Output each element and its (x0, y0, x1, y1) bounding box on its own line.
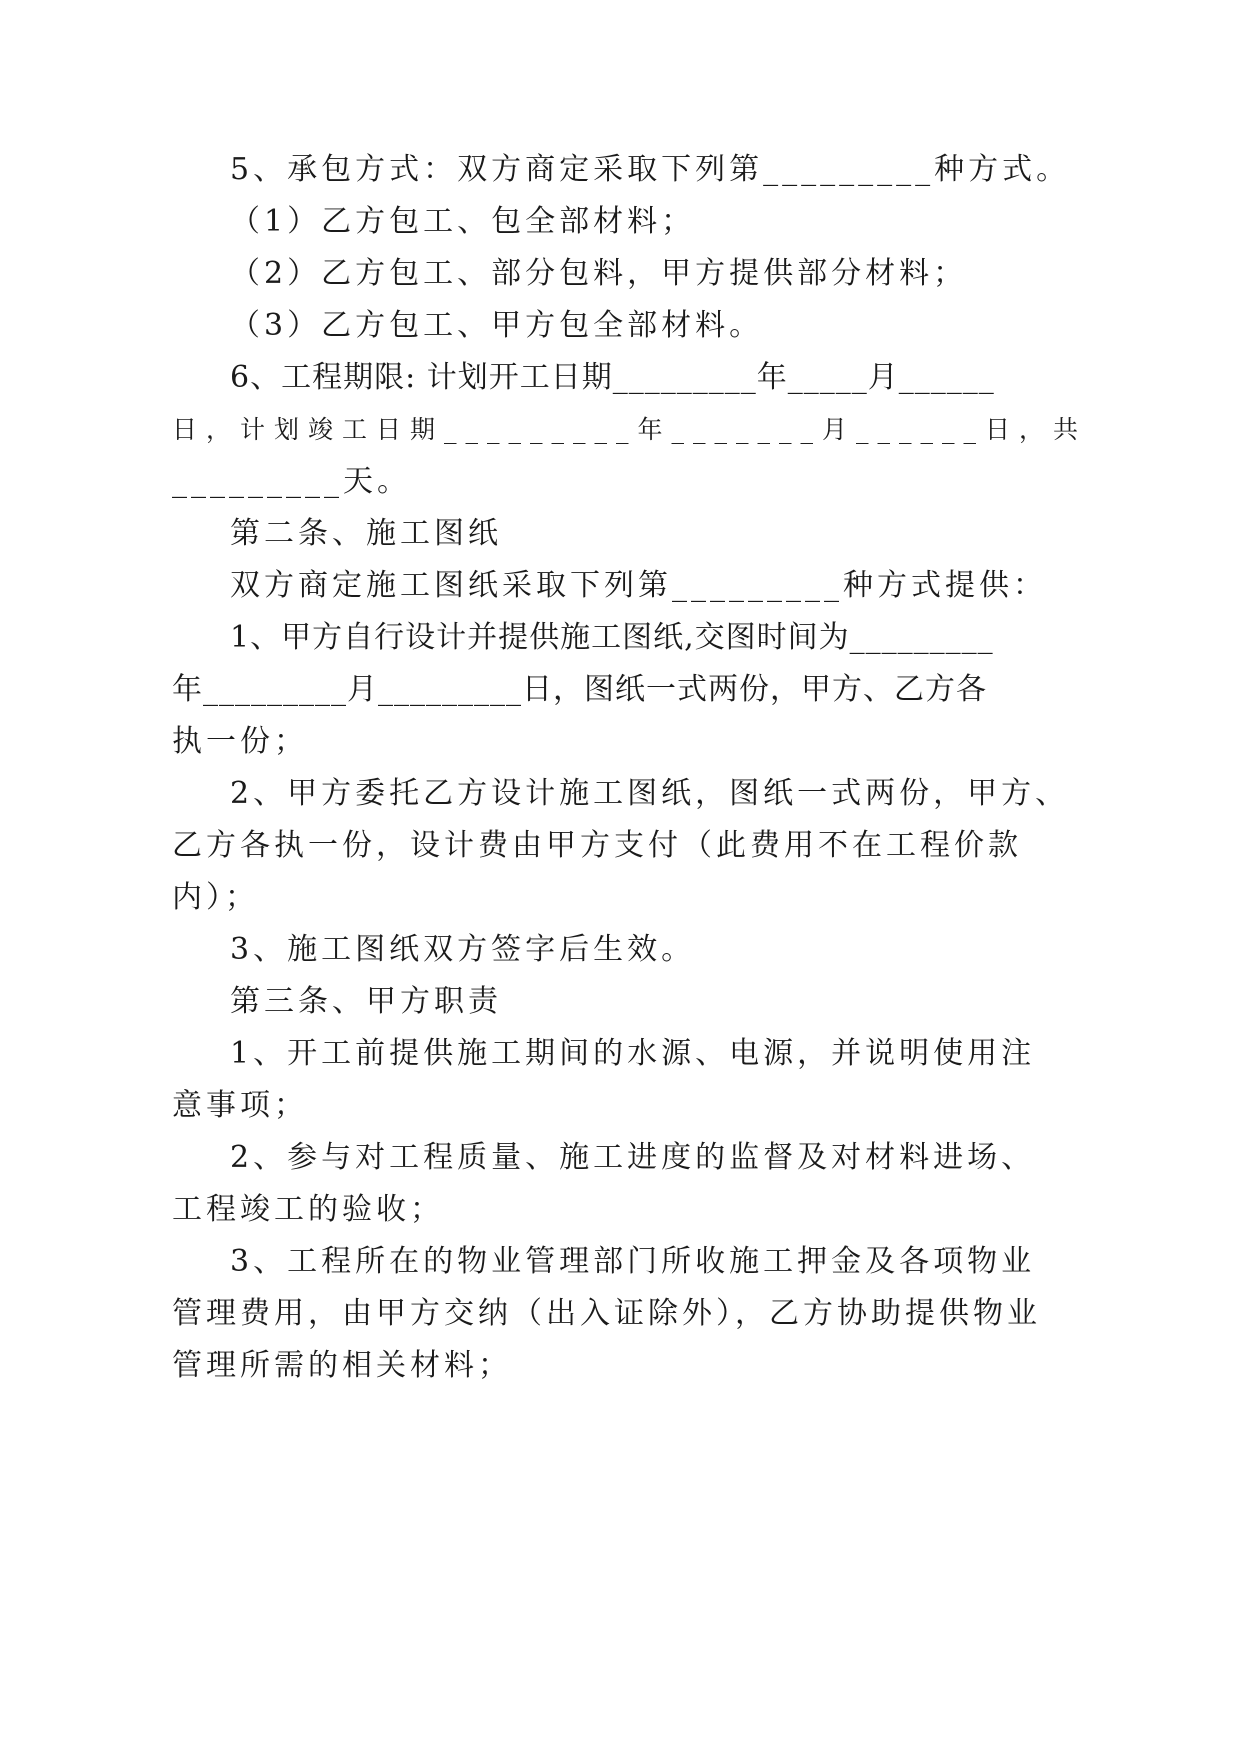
article-2-intro: 双方商定施工图纸采取下列第_________种方式提供： (230, 568, 1047, 603)
article-3-heading: 第三条、甲方职责 (230, 984, 502, 1019)
article-2-item-2-line-1: 2、甲方委托乙方设计施工图纸，图纸一式两份，甲方、 (230, 776, 1070, 811)
clause-5-contract-method: 5、承包方式：双方商定采取下列第_________种方式。 (230, 152, 1071, 187)
article-3-item-2-line-1: 2、参与对工程质量、施工进度的监督及对材料进场、 (230, 1140, 1036, 1175)
clause-5-option-3: （3）乙方包工、甲方包全部材料。 (230, 308, 764, 343)
article-3-item-3-line-2: 管理费用，由甲方交纳（出入证除外），乙方协助提供物业 (172, 1296, 1041, 1331)
article-2-heading: 第二条、施工图纸 (230, 516, 502, 551)
clause-5-option-1: （1）乙方包工、包全部材料； (230, 204, 696, 239)
article-2-item-1-line-2: 年_________月_________日，图纸一式两份，甲方、乙方各 (172, 672, 987, 707)
article-2-item-2-line-3: 内）； (172, 880, 259, 915)
article-2-item-1-line-1: 1、甲方自行设计并提供施工图纸,交图时间为_________ (230, 620, 994, 655)
article-3-item-3-line-1: 3、工程所在的物业管理部门所收施工押金及各项物业 (230, 1244, 1036, 1279)
article-2-item-2-line-2: 乙方各执一份，设计费由甲方支付（此费用不在工程价款 (172, 828, 1022, 863)
clause-6-period-line-3: _________天。 (172, 464, 411, 499)
article-3-item-1-line-1: 1、开工前提供施工期间的水源、电源，并说明使用注 (230, 1036, 1036, 1071)
clause-6-period-line-1: 6、工程期限: 计划开工日期_________年_____月______ (230, 360, 995, 395)
clause-6-period-line-2: 日，计划竣工日期_________年_______月______日，共 (172, 415, 1088, 444)
article-3-item-3-line-3: 管理所需的相关材料； (172, 1348, 512, 1383)
article-2-item-3: 3、施工图纸双方签字后生效。 (230, 932, 696, 967)
article-3-item-1-line-2: 意事项； (172, 1088, 308, 1123)
article-3-item-2-line-2: 工程竣工的验收； (172, 1192, 444, 1227)
clause-5-option-2: （2）乙方包工、部分包料，甲方提供部分材料； (230, 256, 968, 291)
article-2-item-1-line-3: 执一份； (172, 724, 308, 759)
